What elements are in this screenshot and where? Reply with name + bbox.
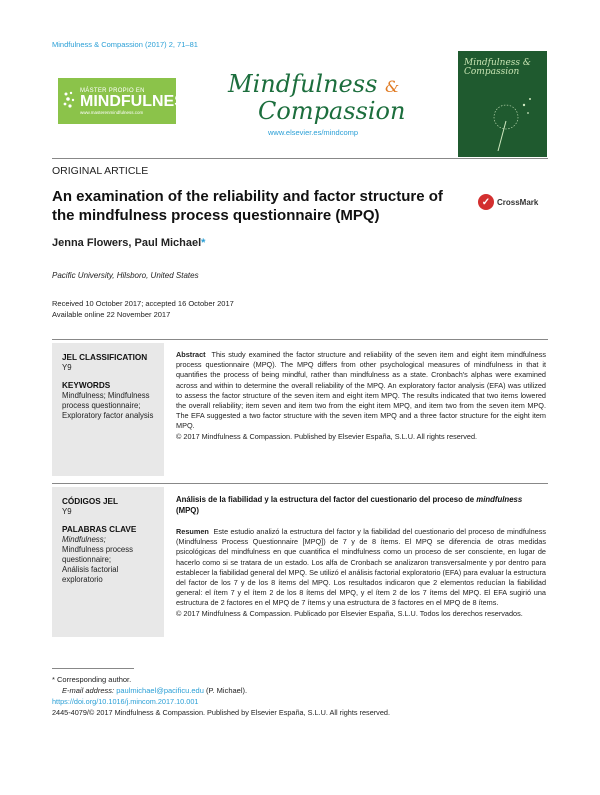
keyword-es: Mindfulness; — [62, 535, 106, 544]
logo-amp: & — [385, 77, 400, 96]
journal-cover-image — [458, 51, 547, 157]
email-line — [52, 685, 247, 696]
keyword-es: Análisis factorial exploratorio — [62, 565, 119, 584]
abstract-label: Abstract — [176, 350, 206, 359]
affiliation: Pacific University, Hilsboro, United States — [52, 271, 199, 280]
corresponding-author-link[interactable]: * — [201, 237, 206, 249]
jel-value-es: Y9 — [62, 507, 72, 516]
spanish-title — [176, 495, 546, 516]
keywords-heading-es: PALABRAS CLAVE — [62, 525, 137, 534]
abstract-copyright: © 2017 Mindfulness & Compassion. Published by Elsevier España, S.L.U. All rights reserved. — [176, 431, 478, 441]
jel-heading-es: CÓDIGOS JEL — [62, 497, 118, 506]
divider — [52, 483, 548, 484]
email-name: (P. Michael). — [205, 686, 248, 695]
spanish-sidebar — [52, 487, 164, 637]
corresponding-note: * Corresponding author. — [52, 675, 132, 684]
jel-heading: JEL CLASSIFICATION — [62, 353, 148, 362]
doi-link[interactable]: https://doi.org/10.1016/j.mincom.2017.10.001 — [52, 697, 199, 706]
email-link[interactable]: paulmichael@pacificu.edu — [116, 686, 204, 695]
logo-line1: Mindfulness — [228, 70, 378, 98]
footnote-rule — [52, 668, 134, 669]
dots-icon — [62, 90, 76, 110]
spanish-title-italic: mindfulness — [476, 495, 523, 504]
divider — [52, 339, 548, 340]
spanish-abstract — [176, 527, 546, 619]
header-divider — [52, 158, 548, 159]
resumen-text: Este estudio analizó la estructura del factor y la fiabilidad del cuestionario del proceso de mindfulness (Mindfulness Process Questionnaire [MPQ]) de 7 y de 8 ítems. El MPQ se diferencia de otras medidas psicológicas del mindfulness en que cuantifica el mindfulness como un proceso de ser consciente, en lugar de hacerlo como si se tratara de un estado. Los alfa de Cronbach se analizaron transversalmente y por dentro para establecer la fiabilidad general del MPQ. Se utilizó el análisis factorial exploratorio (EFA) para evaluar la estructura del factor de los 7 y de los 8 ítems del MPQ. Los resultados indicaron que 2 elementos reducían la fiabilidad general: el ítem 7 y el ítem 2 de los 8 ítems del MPQ, y el ítem 2 de los 7 ítems del MPQ. El EFA sugirió una estructura de 2 factores en el MPQ de 7 ítems y una estructura de 3 factores en el MPQ de 8 ítems. — [176, 527, 546, 608]
article-dates — [52, 298, 234, 320]
issn-line: 2445-4079/© 2017 Mindfulness & Compassion. Published by Elsevier España, S.L.U. All rights reserved. — [52, 707, 390, 717]
doi-block — [52, 697, 390, 718]
crossmark-icon: ✓ — [478, 194, 494, 210]
authors — [52, 237, 205, 249]
available-date: Available online 22 November 2017 — [52, 310, 171, 319]
english-abstract — [176, 350, 546, 442]
logo-line2: Compassion — [258, 97, 406, 125]
keyword-es: Mindfulness process questionnaire; — [62, 545, 134, 564]
journal-logo — [228, 72, 428, 124]
dandelion-icon — [488, 91, 538, 151]
keywords-heading: KEYWORDS — [62, 381, 111, 390]
abstract-text: This study examined the factor structure and reliability of the seven item and eight item mindfulness process questionnaire (MPQ). The MPQ differs from other psychological measures of mindfulness in that it quantifies the process of being mindful, rather than mindfulness as a state. Cronbach's alphas were examined across and within to determine the overall reliability of the MPQ. An exploratory factor analysis (EFA) was utilized to assess the factor structure of the seven item and eight item MPQ. The results indicated that two items lowered the overall reliability; item seven and item two from the eight item MPQ, and item two from the seven item MPQ. The EFA suggested a two factor structure with the seven item MPQ and a three factor structure for the eight item MPQ. — [176, 350, 546, 431]
logo-url: www.masterenmindfulness.com — [80, 109, 144, 115]
keywords-list-es — [62, 535, 154, 585]
received-date: Received 10 October 2017; accepted 16 October 2017 — [52, 299, 234, 308]
english-sidebar — [52, 343, 164, 476]
crossmark-label: CrossMark — [497, 197, 539, 207]
resumen-label: Resumen — [176, 527, 209, 536]
section-label: ORIGINAL ARTICLE — [52, 165, 149, 177]
article-title: An examination of the reliability and factor structure of the mindfulness process questionnaire (MPQ) — [52, 188, 443, 224]
logo-top-text: MÁSTER PROPIO EN — [80, 87, 145, 94]
footnote — [52, 674, 247, 696]
journal-site-link[interactable]: www.elsevier.es/mindcomp — [268, 128, 359, 137]
logo-main-text: MINDFULNESS — [80, 92, 196, 110]
spanish-title-end: (MPQ) — [176, 505, 199, 515]
keywords-list: Mindfulness; Mindfulness process questionnaire; Exploratory factor analysis — [62, 391, 154, 420]
cover-title: Mindfulness & Compassion — [464, 58, 531, 77]
email-label: E-mail address: — [62, 686, 115, 695]
jel-value: Y9 — [62, 363, 72, 372]
resumen-copyright: © 2017 Mindfulness & Compassion. Publicado por Elsevier España, S.L.U. Todos los derechos reservados. — [176, 608, 523, 618]
spanish-title-text: Análisis de la fiabilidad y la estructura del factor del cuestionario del proceso de — [176, 495, 477, 504]
journal-reference[interactable]: Mindfulness & Compassion (2017) 2, 71–81 — [52, 40, 198, 49]
author-names: Jenna Flowers, Paul Michael — [52, 237, 202, 249]
master-mindfulness-logo[interactable] — [58, 78, 196, 124]
crossmark-button[interactable] — [478, 192, 553, 212]
